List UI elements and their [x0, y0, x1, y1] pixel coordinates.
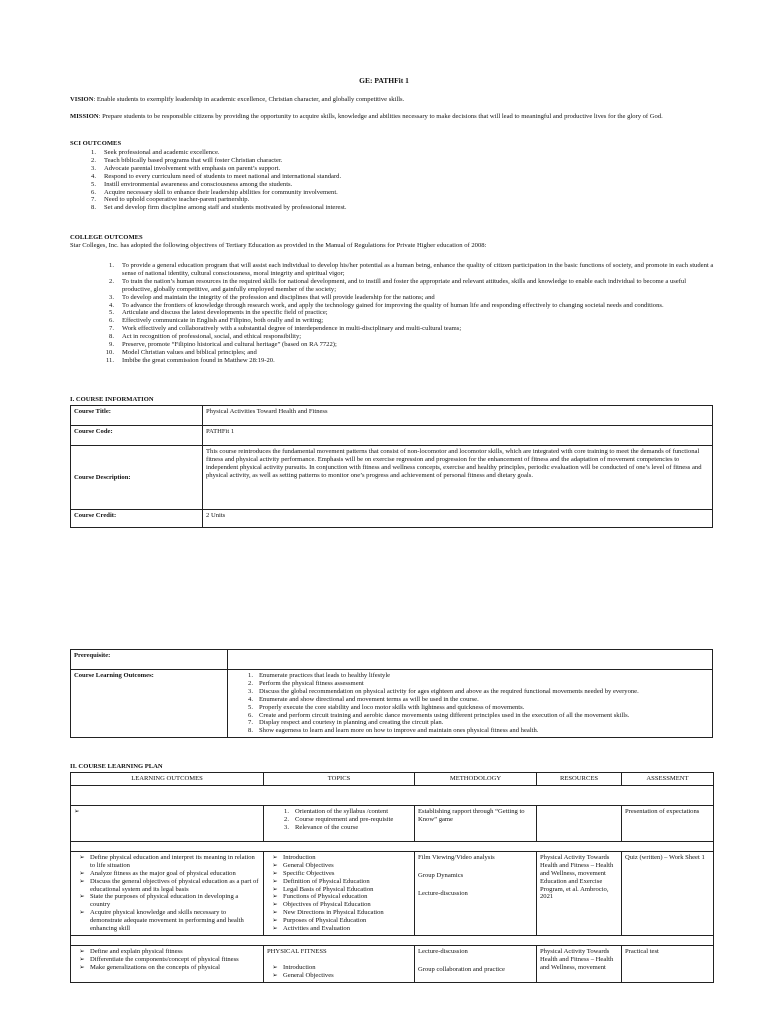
list-item: 4. Enumerate and show directional and movement terms as will be used in the course.	[248, 695, 479, 703]
course-code-value: PATHFit 1	[203, 426, 713, 446]
clo-list	[228, 670, 713, 738]
vision-text: : Enable students to exemplify leadership in academic excellence, Christian character, and globally competitive skills.	[93, 96, 405, 103]
list-item: ➢ New Directions in Physical Education	[272, 909, 384, 917]
outcome-cell	[71, 805, 264, 841]
list-item: 1. Seek professional and academic excellence.	[91, 149, 220, 156]
spacer-cell	[71, 785, 714, 805]
vision	[70, 96, 715, 104]
course-info-heading: I. COURSE INFORMATION	[70, 396, 154, 403]
college-heading: COLLEGE OUTCOMES	[70, 234, 143, 241]
table-row	[71, 785, 714, 805]
course-info-table	[70, 405, 713, 528]
clo-label: Course Learning Outcomes:	[71, 670, 228, 738]
course-description-value: This course reintroduces the fundamental movement patterns that consist of non-locomotor and locomotor skills, which are integrated with core training to meet the demands of functional fitness and physical activity performance. Emphasis will be on exercise regression and progression for the enhancement of fitness and the adaptation of movement competencies to independent physical activity pursuits. In conjunction with fitness and wellness concepts, exercise and healthy principles, periodic evaluation will be conducted of one’s level of fitness and physical activity, as well as setting patterns to monitor one’s progress and achievement of personal fitness and dietary goals.	[203, 446, 713, 510]
assessment-cell: Quiz (written) – Work Sheet 1	[622, 851, 714, 935]
assessment-cell: Presentation of expectations	[622, 805, 714, 841]
college-intro: Star Colleges, Inc. has adopted the following objectives of Tertiary Education as provided in the Manual of Regulations for Private Higher education of 2008:	[70, 242, 487, 249]
list-item: ➢ Definition of Physical Education	[272, 877, 370, 885]
list-item: 4. To advance the frontiers of knowledge through research work, and apply the technology gained for improving the quality of human life and responding effectively to changing societal needs and conditions.	[109, 301, 664, 309]
course-title-label: Course Title:	[71, 406, 203, 426]
methodology-item: Lecture-discussion	[418, 947, 468, 955]
list-item: 4. Respond to every curriculum need of students to meet national and international standard.	[91, 172, 342, 180]
list-item: ➢ General Objectives	[272, 861, 334, 869]
prerequisite-label: Prerequisite:	[71, 650, 228, 670]
header-resources: RESOURCES	[537, 773, 622, 786]
table-row	[71, 426, 713, 446]
table-header-row	[71, 773, 714, 786]
list-item: 8. Act in recognition of professional, social, and ethical responsibility;	[109, 333, 302, 341]
list-item: ➢ General Objectives	[272, 971, 334, 979]
list-item: ➢ Discuss the general objectives of physical education as a part of educational system and its legal basis	[79, 877, 259, 893]
outcome-cell	[71, 851, 264, 935]
mission-label: MISSION	[70, 113, 99, 120]
list-item: 2. To train the nation’s human resources in the required skills for national development, and to instill and foster the appropriate and relevant attitudes, skills and knowledge to enable each individual to become a useful productive, globally competitive, and gainfully employed member of the society;	[109, 277, 687, 293]
list-item: 6. Effectively communicate in English and Filipino, both orally and in writing;	[109, 317, 324, 325]
header-assessment: ASSESSMENT	[622, 773, 714, 786]
table-row	[71, 446, 713, 510]
list-item: 3. Advocate parental involvement with emphasis on parent’s support.	[91, 164, 281, 172]
college-outcomes-list	[100, 262, 715, 365]
list-item: 1. Orientation of the syllabus /content	[284, 807, 389, 815]
learning-plan-table	[70, 772, 714, 983]
table-row	[71, 841, 714, 851]
table-row	[71, 945, 714, 982]
list-item: 3. Relevance of the course	[284, 823, 359, 831]
list-item: ➢ Introduction	[272, 963, 316, 971]
table-row	[71, 510, 713, 528]
sci-heading: SCI OUTCOMES	[70, 140, 122, 147]
spacer-cell	[71, 935, 714, 945]
course-code-label: Course Code:	[71, 426, 203, 446]
document-title: GE: PATHFit 1	[359, 76, 409, 85]
list-item: ➢ Differentiate the components/concept of physical fitness	[79, 955, 239, 963]
table-row	[71, 935, 714, 945]
list-item: 2. Perform the physical fitness assessment	[248, 679, 364, 687]
list-item: 9. Preserve, promote “Filipino historical and cultural heritage” (based on RA 7722);	[109, 341, 337, 349]
arrow-bullet-icon: ➢	[74, 807, 80, 815]
assessment-cell: Practical test	[622, 945, 714, 982]
list-item: 6. Create and perform circuit training and aerobic dance movements using different principles used in the execution of all the movement skills.	[248, 711, 630, 719]
list-item: ➢ Acquire physical knowledge and skills necessary to demonstrate adequate movement in performing and health enhancing skill	[79, 909, 244, 933]
course-credit-label: Course Credit:	[71, 510, 203, 528]
topics-cell	[264, 851, 415, 935]
methodology-item: Group collaboration and practice	[418, 965, 505, 973]
list-item: 7. Work effectively and collaboratively with a substantial degree of interdependence in multi-disciplinary and multi-cultural teams;	[109, 325, 462, 333]
table-row	[71, 406, 713, 426]
list-item: 2. Teach biblically based programs that will foster Christian character.	[91, 156, 283, 164]
topics-cell	[264, 945, 415, 982]
list-item: 3. To develop and maintain the integrity of the profession and disciplines that will provide leadership for the nations; and	[109, 293, 435, 301]
course-description-label: Course Description:	[71, 446, 203, 510]
list-item: 1. To provide a general education program that will assist each individual to develop his/her potential as a human being, enhance the quality of citizen participation in the basic functions of society, and promote in each student a sense of national identity, cultural consciousness, moral integrity and spiritual vigor;	[109, 262, 714, 277]
topics-cell	[264, 805, 415, 841]
list-item: ➢ Specific Objectives	[272, 869, 335, 877]
plan-heading: II. COURSE LEARNING PLAN	[70, 763, 163, 770]
list-item: ➢ Legal Basis of Physical Education	[272, 885, 374, 893]
mission-text: : Prepare students to be responsible citizens by providing the opportunity to acquire skills, knowledge and abilities necessary to make decisions that will lead to meaningful and productive lives for the glory of God.	[98, 113, 663, 120]
header-topics: TOPICS	[264, 773, 415, 786]
resources-cell: Physical Activity Towards Health and Fitness – Health and Wellness, movement	[537, 945, 622, 982]
list-item: 8. Show eagerness to learn and learn more on how to improve and maintain ones physical fitness and health.	[248, 727, 539, 735]
prerequisite-value	[228, 650, 713, 670]
list-item: 3. Discuss the global recommendation on physical activity for ages eighteen and above as the required functional movements needed by everyone.	[248, 687, 639, 695]
outcomes-table	[70, 649, 713, 738]
header-learning-outcomes: LEARNING OUTCOMES	[71, 773, 264, 786]
list-item: ➢ Objectives of Physical Education	[272, 901, 371, 909]
list-item: 7. Display respect and courtesy in planning and creating the circuit plan.	[248, 719, 444, 727]
list-item: ➢ Purposes of Physical Education	[272, 917, 367, 925]
topics-heading: PHYSICAL FITNESS	[267, 947, 327, 955]
course-credit-value: 2 Units	[203, 510, 713, 528]
list-item: 2. Course requirement and pre-requisite	[284, 815, 394, 823]
methodology-cell	[415, 945, 537, 982]
list-item: 5. Properly execute the core stability and loco motor skills with lightness and quickness of movements.	[248, 703, 525, 711]
list-item: ➢ Introduction	[272, 853, 316, 861]
table-row	[71, 851, 714, 935]
list-item: 1. Enumerate practices that leads to healthy lifestyle	[248, 672, 391, 679]
table-row	[71, 650, 713, 670]
spacer-cell	[71, 841, 714, 851]
list-item: ➢ Activities and Evaluation	[272, 925, 351, 933]
vision-label: VISION	[70, 96, 94, 103]
list-item: 11. Imbibe the great commission found in Matthew 28:19-20.	[106, 356, 275, 364]
mission	[70, 113, 715, 121]
list-item: 8. Set and develop firm discipline among staff and students motivated by professional interest.	[91, 204, 347, 212]
list-item: ➢ Analyze fitness as the major goal of physical education	[79, 869, 236, 877]
list-item: 5. Instill environmental awareness and consciousness among the students.	[91, 180, 293, 188]
list-item: ➢ Define and explain physical fitness	[79, 947, 183, 955]
list-item: ➢ Define physical education and interpret its meaning in relation to life situation	[79, 853, 255, 869]
outcome-cell	[71, 945, 264, 982]
list-item: 5. Articulate and discuss the latest developments in the specific field of practice;	[109, 309, 328, 317]
header-methodology: METHODOLOGY	[415, 773, 537, 786]
list-item: 10. Model Christian values and biblical principles; and	[105, 348, 257, 356]
resources-cell	[537, 805, 622, 841]
list-item: ➢ State the purposes of physical education in developing a country	[79, 893, 239, 909]
methodology-cell: Establishing rapport through “Getting to Know” game	[415, 805, 537, 841]
table-row	[71, 805, 714, 841]
resources-cell: Physical Activity Towards Health and Fitness – Health and Wellness, movement Education and Exercise Program, et al. Ambrocio, 2021	[537, 851, 622, 935]
course-title-value: Physical Activities Toward Health and Fitness	[203, 406, 713, 426]
list-item: 7. Need to uphold cooperative teacher-parent partnership.	[91, 196, 250, 204]
methodology-cell	[415, 851, 537, 935]
list-item: ➢ Make generalizations on the concepts of physical	[79, 963, 220, 971]
list-item: 6. Acquire necessary skill to enhance their leadership abilities for community involvement.	[91, 188, 338, 196]
methodology-item: Lecture-discussion	[418, 889, 468, 897]
table-row	[71, 670, 713, 738]
methodology-item: Group Dynamics	[418, 871, 464, 879]
sci-outcomes-list	[82, 149, 702, 212]
list-item: ➢ Functions of Physical education	[272, 893, 368, 901]
methodology-item: Film Viewing/Video analysis	[418, 853, 495, 861]
